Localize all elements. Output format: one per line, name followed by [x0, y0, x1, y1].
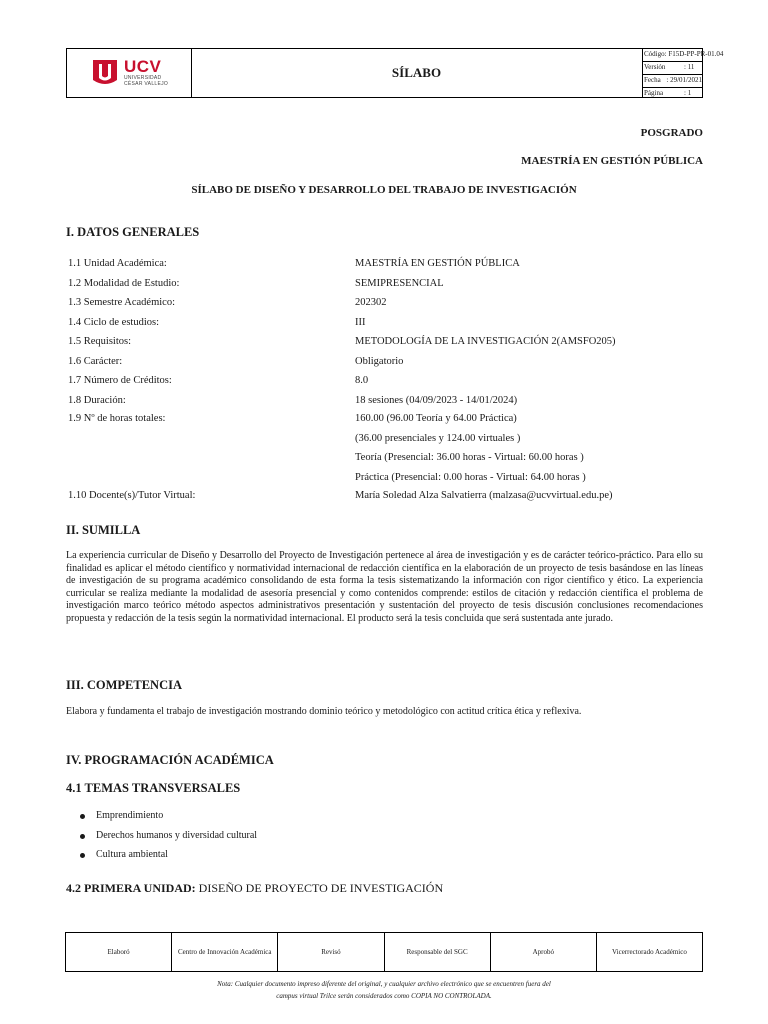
program-name: MAESTRÍA EN GESTIÓN PÚBLICA — [521, 155, 703, 167]
data-label: 1.8 Duración: — [68, 394, 126, 406]
meta-row — [642, 62, 702, 75]
document-meta — [642, 49, 724, 97]
unidad-prefix: 4.2 PRIMERA UNIDAD: — [66, 881, 196, 895]
data-value: METODOLOGÍA DE LA INVESTIGACIÓN 2(AMSFO205) — [355, 336, 616, 347]
data-value: 8.0 — [355, 375, 369, 386]
logo-name: UCV — [124, 57, 162, 76]
meta-key: Versión — [644, 63, 666, 71]
sumilla-paragraph: La experiencia curricular de Diseño y Desarrollo del Proyecto de Investigación pertenece al área de investigación y es de carácter teórico-práctico. Para ello su finalidad es aplicar el método científico y normatividad internacional de redacción científica en la elaboración de un proyecto de tesis basándose en las líneas de investigación de su programa académico consolidando de esta forma la tesis sistematizando la información con rigor científico y ético. La experiencia curricular se realiza mediante la modalidad de asesoría presencial y como contenidos comprende: estilos de citación y redacción científica el problema de investigación marco teórico método aspectos administrativos presentación y sustentación del proyecto de tesis discusión conclusiones recomendaciones propuesta y redacción de la tesis según la normatividad internacional. El producto será la tesis concluida que será sustentada ante jurado. — [66, 550, 703, 624]
temas-list — [80, 810, 257, 869]
section-temas-transversales: 4.1 TEMAS TRANSVERSALES — [66, 781, 241, 795]
program-level: POSGRADO — [640, 127, 703, 139]
meta-value: : 29/01/2021 — [666, 76, 702, 84]
meta-key: Código — [644, 50, 665, 58]
section-sumilla: II. SUMILLA — [66, 523, 141, 537]
data-value: Teoría (Presencial: 36.00 horas - Virtual: 60.00 horas ) — [355, 452, 584, 463]
data-label: 1.5 Requisitos: — [68, 336, 132, 347]
approval-table — [65, 932, 703, 972]
syllabus-title: SÍLABO DE DISEÑO Y DESARROLLO DEL TRABAJO DE INVESTIGACIÓN — [191, 184, 577, 196]
document-header — [66, 48, 724, 98]
approval-cell: Elaboró — [66, 933, 172, 971]
data-label: 1.9 Nº de horas totales: — [68, 413, 166, 424]
tema-label: Cultura ambiental — [96, 849, 168, 860]
data-label: 1.2 Modalidad de Estudio: — [68, 277, 180, 289]
bullet-icon — [80, 853, 85, 858]
data-value: María Soledad Alza Salvatierra (malzasa@ucvvirtual.edu.pe) — [355, 490, 613, 501]
data-value: Obligatorio — [355, 355, 404, 367]
bullet-icon — [80, 834, 85, 839]
meta-value: : 11 — [684, 63, 695, 71]
meta-row — [642, 88, 702, 100]
bullet-icon — [80, 814, 85, 819]
meta-row — [642, 49, 724, 62]
data-value: (36.00 presenciales y 124.00 virtuales ) — [355, 432, 521, 444]
data-label: 1.3 Semestre Académico: — [68, 297, 176, 308]
data-value: III — [355, 316, 366, 328]
section-primera-unidad — [66, 881, 443, 896]
section-competencia: III. COMPETENCIA — [66, 678, 182, 692]
approval-cell: Responsable del SGC — [385, 933, 491, 971]
list-item — [80, 830, 257, 850]
data-label: 1.7 Número de Créditos: — [68, 375, 172, 386]
document-title: SÍLABO — [191, 49, 643, 97]
meta-key: Página — [644, 89, 664, 97]
meta-key: Fecha — [644, 76, 661, 84]
approval-cell: Centro de Innovación Académica — [172, 933, 278, 971]
data-label: 1.10 Docente(s)/Tutor Virtual: — [68, 490, 196, 501]
data-value: 202302 — [355, 297, 387, 308]
approval-cell: Vicerrectorado Académico — [612, 948, 687, 956]
logo-subtitle-1: UNIVERSIDAD — [124, 75, 162, 81]
approval-cell: Revisó — [278, 933, 384, 971]
logo-cell — [67, 49, 192, 97]
data-label: 1.6 Carácter: — [68, 355, 123, 367]
list-item — [80, 810, 257, 830]
data-value: Práctica (Presencial: 0.00 horas - Virtual: 64.00 horas ) — [355, 471, 586, 483]
section-datos-generales: I. DATOS GENERALES — [66, 225, 200, 239]
competencia-paragraph: Elabora y fundamenta el trabajo de investigación mostrando dominio teórico y metodológico con actitud crítica ética y reflexiva. — [66, 706, 582, 717]
list-item — [80, 849, 257, 869]
meta-value: : F15D-PP-PR-01.04 — [664, 50, 724, 58]
data-label: 1.4 Ciclo de estudios: — [68, 316, 159, 328]
tema-label: Derechos humanos y diversidad cultural — [96, 829, 258, 841]
footer-note-line: Nota: Cualquier documento impreso diferente del original, y cualquier archivo electrónico que se encuentren fuera del — [217, 980, 551, 988]
logo-subtitle-2: CÉSAR VALLEJO — [124, 81, 169, 87]
footer-note-line: campus virtual Trilce serán considerados como COPIA NO CONTROLADA. — [276, 992, 492, 1000]
unidad-name: DISEÑO DE PROYECTO DE INVESTIGACIÓN — [198, 881, 444, 895]
tema-label: Emprendimiento — [96, 810, 164, 821]
section-programacion: IV. PROGRAMACIÓN ACADÉMICA — [66, 753, 274, 767]
data-label: 1.1 Unidad Académica: — [68, 258, 167, 269]
meta-row — [642, 75, 702, 88]
data-value: MAESTRÍA EN GESTIÓN PÚBLICA — [355, 258, 520, 269]
data-value: SEMIPRESENCIAL — [355, 277, 444, 289]
logo-wordmark — [124, 58, 168, 87]
footer-note — [180, 978, 588, 1002]
data-value: 160.00 (96.00 Teoría y 64.00 Práctica) — [355, 413, 517, 424]
meta-value: : 1 — [684, 89, 692, 97]
ucv-logo-icon — [91, 58, 119, 88]
approval-cell: Aprobó — [491, 933, 597, 971]
data-value: 18 sesiones (04/09/2023 - 14/01/2024) — [355, 394, 518, 406]
